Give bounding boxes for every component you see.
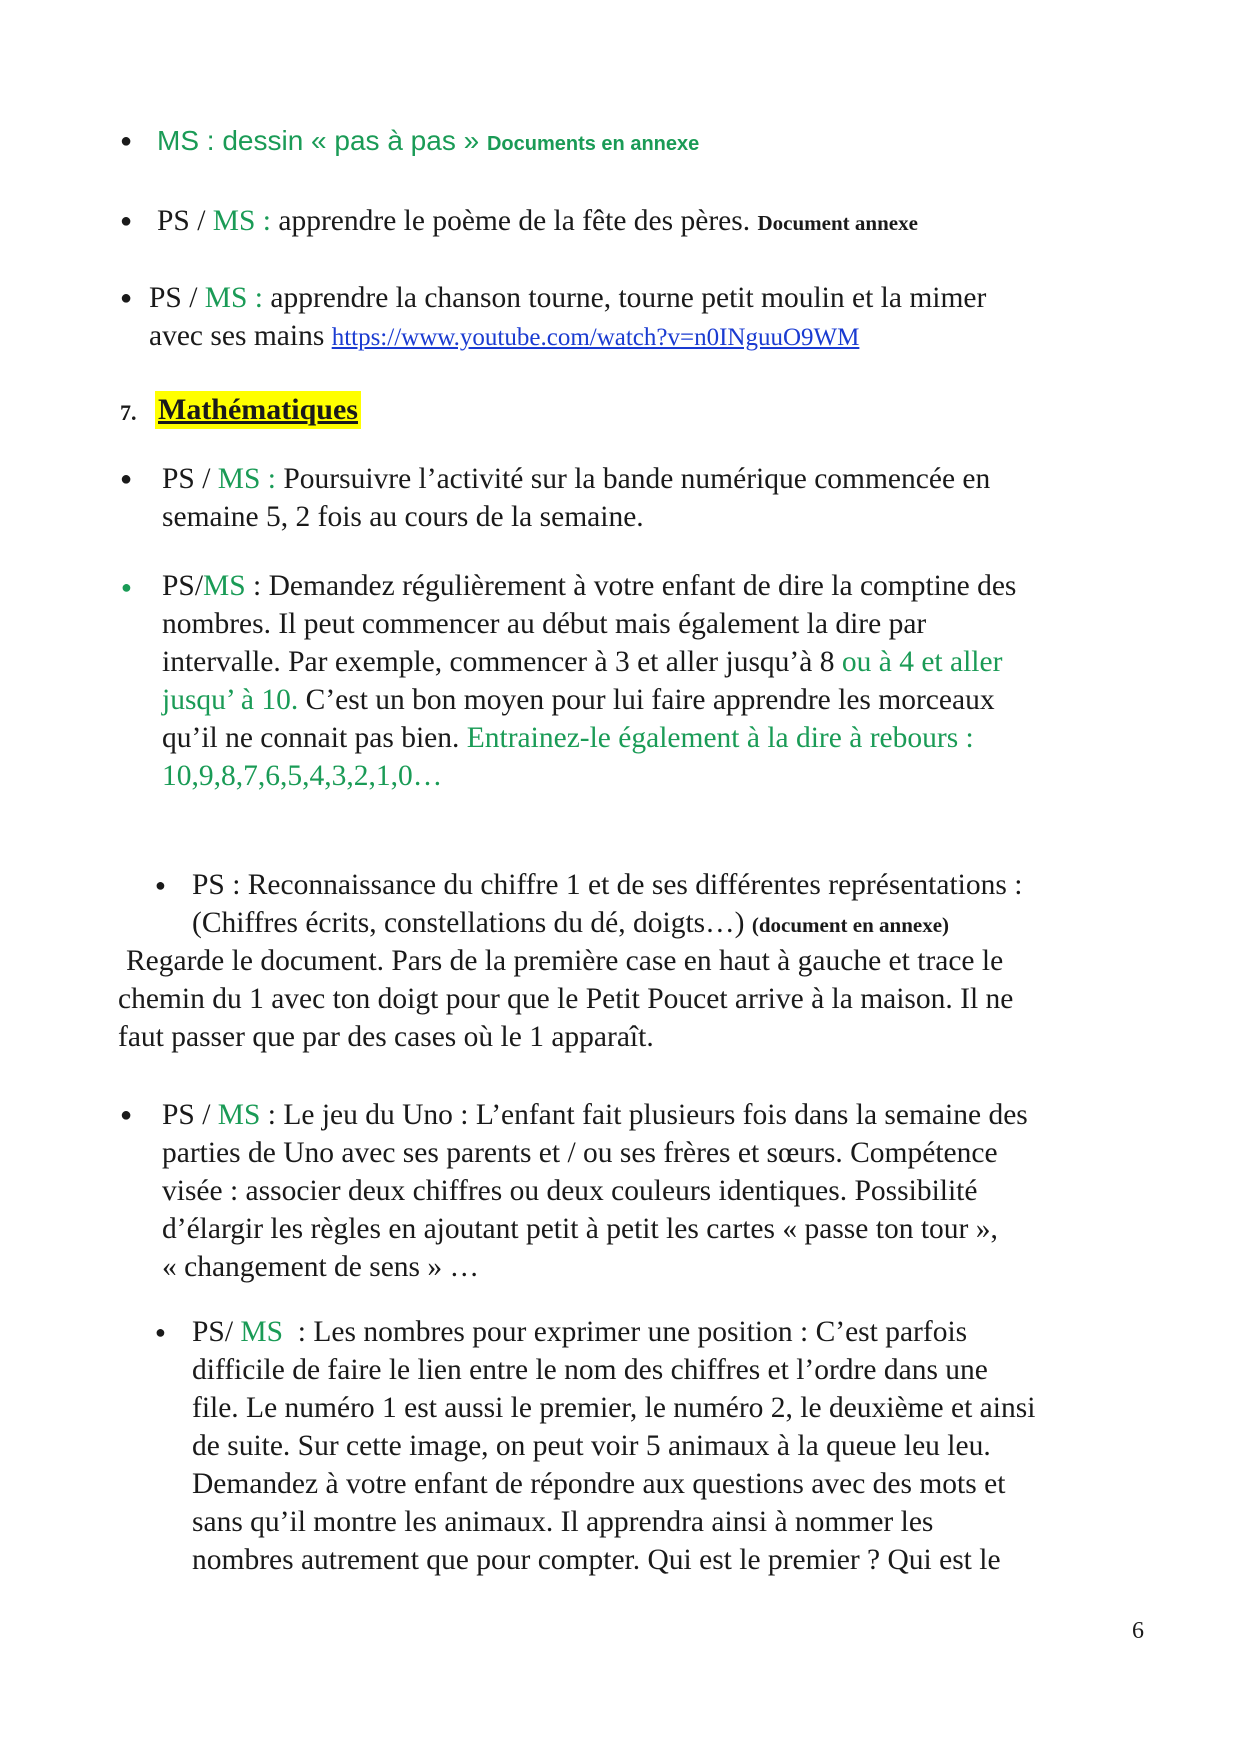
bullet-icon: ● (120, 130, 133, 152)
item8-line7: nombres autrement que pour compter. Qui est le premier ? Qui est le (192, 1544, 1001, 1576)
item5-line5-green: Entrainez-le également à la dire à rebours : (466, 722, 974, 754)
item8 (192, 1313, 1035, 1579)
ps-label: PS / (157, 205, 206, 237)
bullet-icon: ● (120, 210, 133, 232)
item1 (157, 122, 699, 163)
bullet-icon: ● (120, 1104, 133, 1126)
item5-line5: qu’il ne connait pas bien. (162, 722, 460, 754)
item3 (149, 279, 986, 317)
ps-label: PS / (162, 1099, 211, 1131)
ps-label: PS/ (192, 1316, 234, 1348)
item5-line3: intervalle. Par exemple, commencer à 3 et aller jusqu’à 8 (162, 646, 835, 678)
ms-label: MS (203, 570, 246, 602)
item6-line2 (192, 904, 949, 944)
item5-line4-green: jusqu’ à 10. (162, 684, 299, 716)
bullet-icon: ● (120, 468, 133, 490)
item4-line1: Poursuivre l’activité sur la bande numérique commencée en (283, 463, 991, 495)
ps-label: PS / (149, 282, 198, 314)
item5-line3-green: ou à 4 et aller (841, 646, 1003, 678)
item7 (162, 1096, 1028, 1286)
item1-text: MS : dessin « pas à pas » (157, 125, 480, 156)
bullet-icon: ● (121, 577, 132, 597)
item6-line5: faut passer que par des cases où le 1 apparaît. (118, 1021, 654, 1053)
item4 (162, 460, 990, 536)
item8-line5: Demandez à votre enfant de répondre aux questions avec des mots et (192, 1468, 1006, 1500)
ms-label: MS : (217, 463, 276, 495)
item5-line1: : Demandez régulièrement à votre enfant de dire la comptine des (253, 570, 1017, 602)
item6-line4: chemin du 1 avec ton doigt pour que le Petit Poucet arrive à la maison. Il ne (118, 983, 1014, 1015)
ms-label: MS (240, 1316, 284, 1348)
item7-line1: : Le jeu du Uno : L’enfant fait plusieurs fois dans la semaine des (267, 1099, 1028, 1131)
item7-line4: d’élargir les règles en ajoutant petit à petit les cartes « passe ton tour », (162, 1213, 998, 1245)
item6-line3: Regarde le document. Pars de la première case en haut à gauche et trace le (126, 945, 1004, 977)
item5-line4: C’est un bon moyen pour lui faire apprendre les morceaux (305, 684, 995, 716)
item5-line6-green: 10,9,8,7,6,5,4,3,2,1,0… (162, 760, 443, 792)
ms-label: MS : (204, 282, 263, 314)
item4-line2: semaine 5, 2 fois au cours de la semaine. (162, 501, 644, 533)
item3-line2 (149, 317, 859, 357)
item5-line2: nombres. Il peut commencer au début mais également la dire par (162, 608, 927, 640)
ps-label: PS/ (162, 570, 204, 602)
item7-line3: visée : associer deux chiffres ou deux couleurs identiques. Possibilité (162, 1175, 978, 1207)
item1-note: Documents en annexe (486, 133, 700, 155)
item7-line2: parties de Uno avec ses parents et / ou ses frères et sœurs. Compétence (162, 1137, 998, 1169)
ms-label: MS : (212, 205, 271, 237)
ps-label: PS / (162, 463, 211, 495)
bullet-icon: ● (155, 875, 166, 895)
item6-line2-text: (Chiffres écrits, constellations du dé, doigts…) (192, 907, 745, 939)
item6-line1: PS : Reconnaissance du chiffre 1 et de ses différentes représentations : (192, 869, 1023, 901)
item8-line1: : Les nombres pour exprimer une position : C’est parfois (297, 1316, 968, 1348)
item3-text2: avec ses mains (149, 320, 325, 352)
page-number: 6 (1132, 1618, 1144, 1644)
item8-line2: difficile de faire le lien entre le nom des chiffres et l’ordre dans une (192, 1354, 988, 1386)
youtube-link[interactable]: https://www.youtube.com/watch?v=n0INguuO9WM (331, 324, 860, 351)
item8-line4: de suite. Sur cette image, on peut voir 5 animaux à la queue leu leu. (192, 1430, 991, 1462)
item7-line5: « changement de sens » … (162, 1251, 480, 1283)
bullet-icon: ● (155, 1322, 166, 1342)
section-title: Mathématiques (155, 391, 361, 429)
ms-label: MS (217, 1099, 261, 1131)
item2-text: apprendre le poème de la fête des pères. (278, 205, 751, 237)
item6-note: (document en annexe) (751, 913, 950, 937)
section-number: 7. (120, 400, 137, 425)
item2-note: Document annexe (757, 211, 918, 235)
item3-line1: apprendre la chanson tourne, tourne petit moulin et la mimer (270, 282, 987, 314)
item5 (162, 567, 1016, 795)
item8-line6: sans qu’il montre les animaux. Il apprendra ainsi à nommer les (192, 1506, 934, 1538)
bullet-icon: ● (120, 287, 133, 309)
item8-line3: file. Le numéro 1 est aussi le premier, le numéro 2, le deuxième et ainsi (192, 1392, 1036, 1424)
item2 (157, 202, 918, 242)
